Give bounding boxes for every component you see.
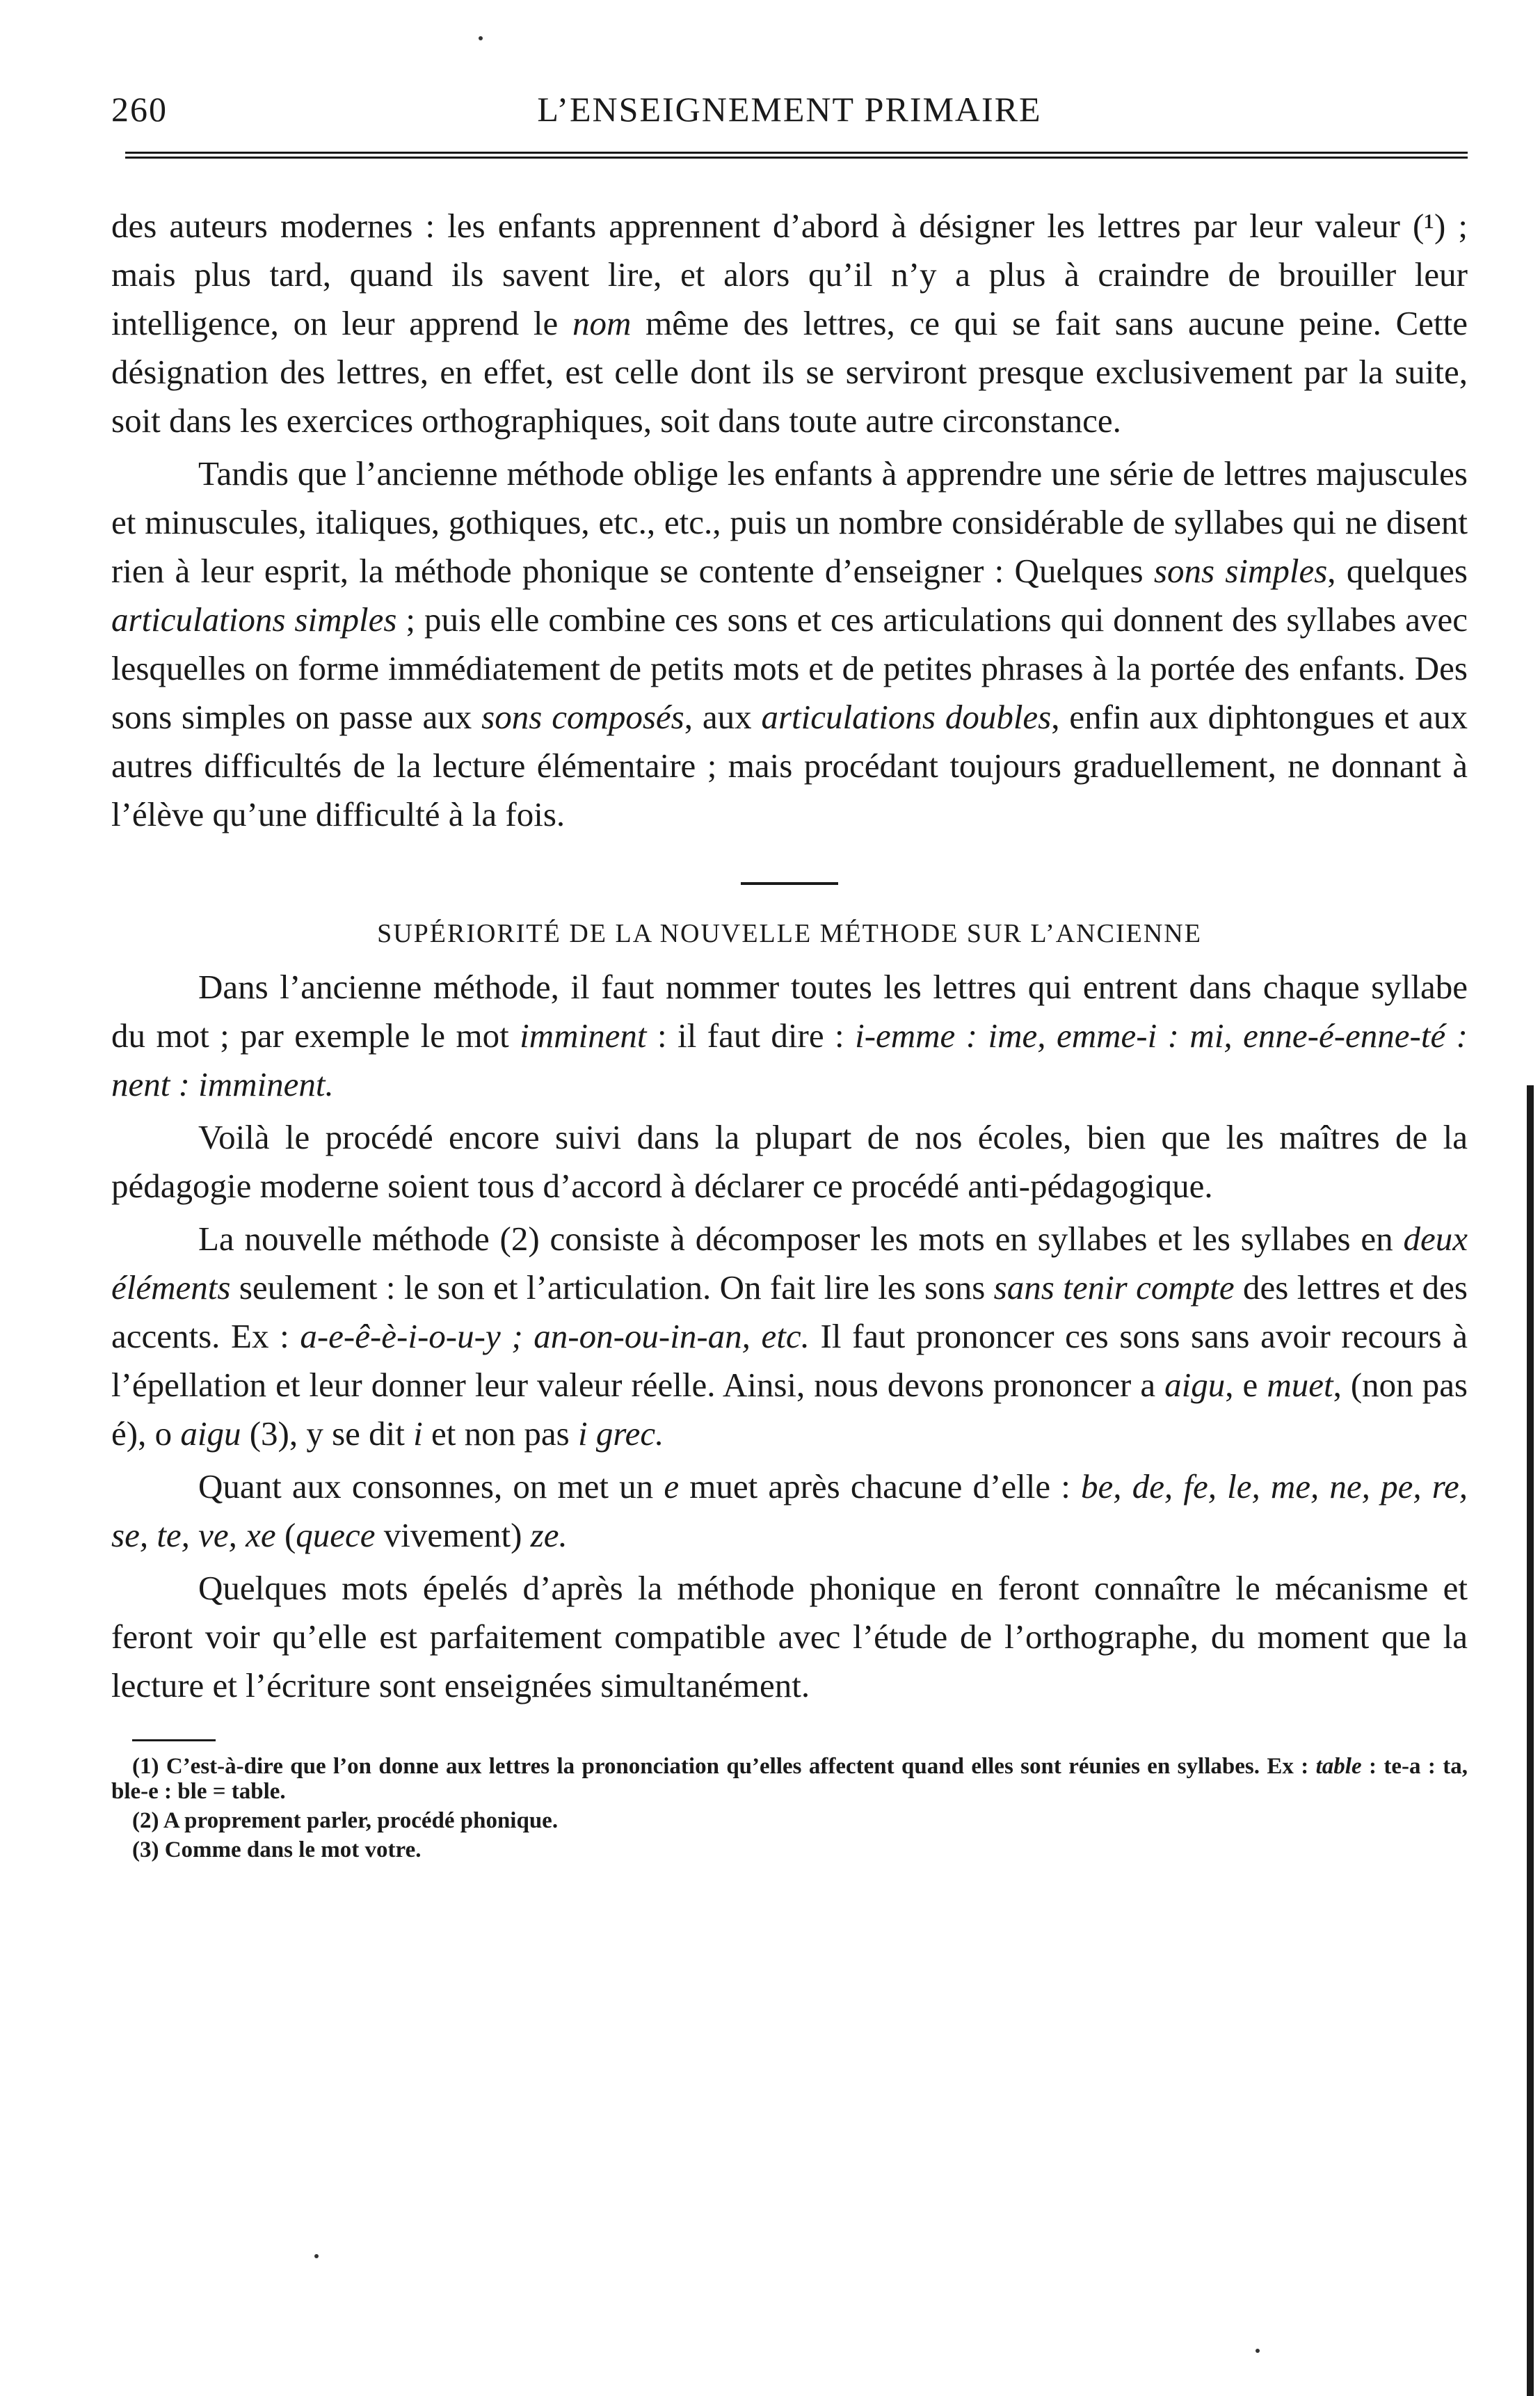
- scan-speck: [314, 2254, 319, 2258]
- footnote-2: (2) A proprement parler, procédé phonique.: [132, 1808, 559, 1833]
- running-header: [111, 77, 1468, 146]
- section-paragraph-4: Quant aux consonnes, on met un e muet après chacune d’elle : be, de, fe, le, me, ne, pe, re, se, te, ve, xe (quece vivement) ze.: [111, 1467, 1468, 1554]
- section-paragraph-3: La nouvelle méthode (2) consiste à décomposer les mots en syllabes et les syllabes en deux éléments seulement : le son et l’articulation. On fait lire les sons sans tenir compte des lettres et des accents. Ex : a-e-ê-è-i-o-u-y ; an-on-ou-in-an, etc. Il faut prononcer ces sons sans avoir recours à l’épellation et leur donner leur valeur réelle. Ainsi, nous devons prononcer a aigu, e muet, (non pas é), o aigu (3), y se dit i et non pas i grec.: [111, 1220, 1468, 1453]
- scan-edge-shadow: [1527, 1085, 1534, 2396]
- running-title: L’ENSEIGNEMENT PRIMAIRE: [537, 90, 1042, 129]
- footnote-rule: [132, 1739, 216, 1741]
- footnote-1: (1) C’est-à-dire que l’on donne aux lettres la prononciation qu’elles affectent quand elles sont réunies en syllabes. Ex : table : te-a : ta, ble-e : ble = table.: [111, 1754, 1468, 1804]
- body-text: [111, 202, 1468, 1862]
- section-separator: [741, 882, 838, 885]
- page-number: 260: [111, 90, 168, 129]
- section-title: SUPÉRIORITÉ DE LA NOUVELLE MÉTHODE SUR L’ANCIENNE: [377, 919, 1202, 948]
- footnote-3: (3) Comme dans le mot votre.: [132, 1837, 422, 1862]
- footnotes: [111, 1754, 1468, 1862]
- scan-speck: [1256, 2349, 1260, 2353]
- scan-speck: [479, 36, 483, 40]
- section-paragraph-1: Dans l’ancienne méthode, il faut nommer toutes les lettres qui entrent dans chaque syllabe du mot ; par exemple le mot imminent : il faut dire : i-emme : ime, emme-i : mi, enne-é-enne-té : nent : imminent.: [111, 968, 1468, 1103]
- paragraph-1: des auteurs modernes : les enfants apprennent d’abord à désigner les lettres par leur valeur (¹) ; mais plus tard, quand ils savent lire, et alors qu’il n’y a plus à craindre de brouiller leur intelligence, on leur apprend le nom même des lettres, ce qui se fait sans aucune peine. Cette désignation des lettres, en effet, est celle dont ils se serviront presque exclusivement par la suite, soit dans les exercices orthographiques, soit dans toute autre circonstance.: [111, 207, 1468, 440]
- header-double-rule: [125, 152, 1468, 159]
- section-paragraph-5: Quelques mots épelés d’après la méthode phonique en feront connaître le mécanisme et feront voir qu’elle est parfaitement compatible avec l’étude de l’orthographe, du moment que la lecture et l’écriture sont enseignées simultanément.: [111, 1569, 1468, 1704]
- section-paragraph-2: Voilà le procédé encore suivi dans la plupart de nos écoles, bien que les maîtres de la pédagogie moderne soient tous d’accord à déclarer ce procédé anti-pédagogique.: [111, 1118, 1468, 1205]
- document-page: [111, 77, 1468, 2372]
- paragraph-2: Tandis que l’ancienne méthode oblige les enfants à apprendre une série de lettres majuscules et minuscules, italiques, gothiques, etc., etc., puis un nombre considérable de syllabes qui ne disent rien à leur esprit, la méthode phonique se contente d’enseigner : Quelques sons simples, quelques articulations simples ; puis elle combine ces sons et ces articulations qui donnent des syllabes avec lesquelles on forme immédiatement de petits mots et de petites phrases à la portée des enfants. Des sons simples on passe aux sons composés, aux articulations doubles, enfin aux diphtongues et aux autres difficultés de la lecture élémentaire ; mais procédant toujours graduellement, ne donnant à l’élève qu’une difficulté à la fois.: [111, 454, 1468, 833]
